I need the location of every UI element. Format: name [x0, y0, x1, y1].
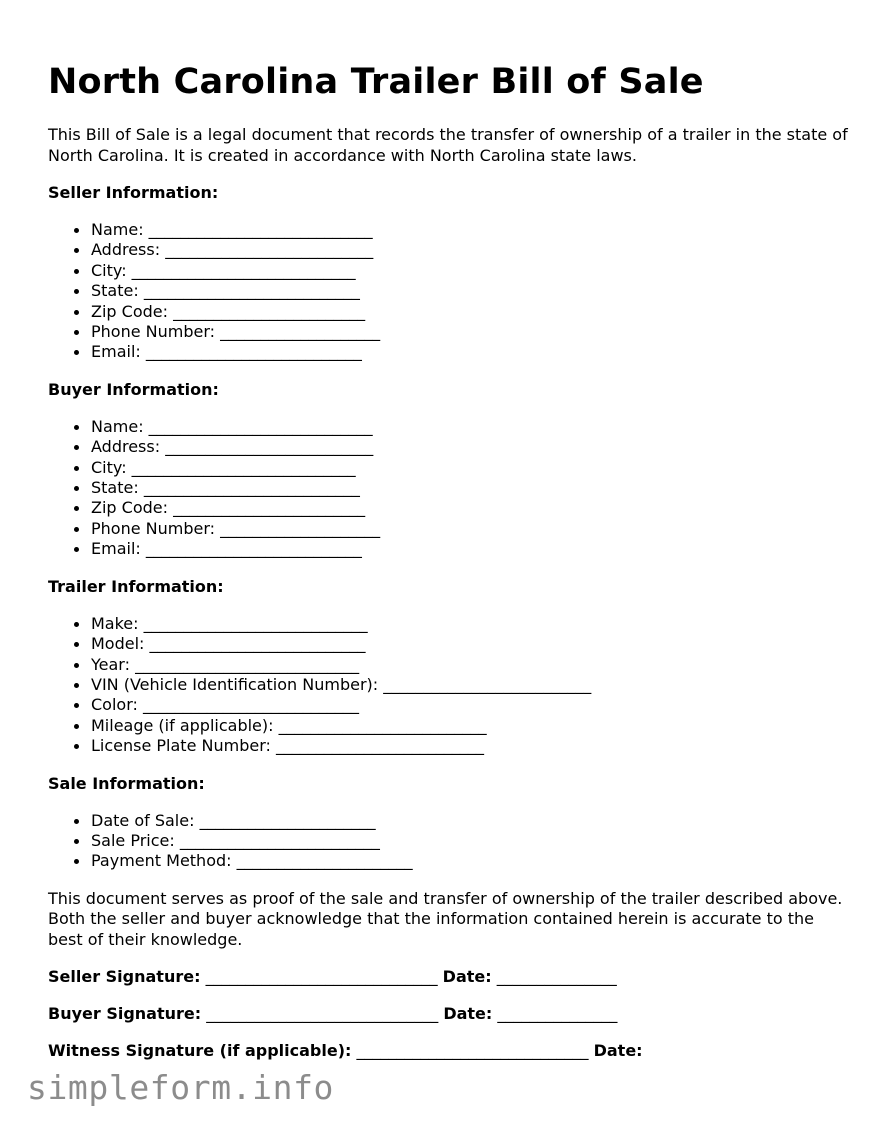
- buyer-state-field[interactable]: State: ___________________________: [91, 478, 848, 498]
- page-title: North Carolina Trailer Bill of Sale: [48, 62, 704, 102]
- seller-address-field[interactable]: Address: __________________________: [91, 240, 848, 260]
- sale-price-field[interactable]: Sale Price: _________________________: [91, 831, 848, 851]
- seller-state-field[interactable]: State: ___________________________: [91, 281, 848, 301]
- buyer-signature-label: Buyer Signature:: [48, 1004, 202, 1024]
- buyer-date-blank[interactable]: _______________: [492, 1004, 618, 1024]
- trailer-model-field[interactable]: Model: ___________________________: [91, 634, 848, 654]
- trailer-vin-field[interactable]: VIN (Vehicle Identification Number): __________________________: [91, 675, 848, 695]
- witness-signature-blank[interactable]: _____________________________: [351, 1041, 594, 1061]
- intro-paragraph: This Bill of Sale is a legal document that records the transfer of ownership of a trailer in the state of North Carolina. It is created in accordance with North Carolina state laws.: [48, 125, 848, 165]
- sale-payment-field[interactable]: Payment Method: ______________________: [91, 851, 848, 871]
- witness-signature-line: [48, 1041, 848, 1061]
- buyer-name-field[interactable]: Name: ____________________________: [91, 417, 848, 437]
- seller-signature-blank[interactable]: _____________________________: [200, 967, 443, 987]
- witness-date-label: Date:: [593, 1041, 643, 1061]
- witness-signature-label: Witness Signature (if applicable):: [48, 1041, 352, 1061]
- seller-signature-label: Seller Signature:: [48, 967, 201, 987]
- seller-date-blank[interactable]: _______________: [491, 967, 617, 987]
- seller-phone-field[interactable]: Phone Number: ____________________: [91, 322, 848, 342]
- trailer-mileage-field[interactable]: Mileage (if applicable): __________________________: [91, 716, 848, 736]
- seller-city-field[interactable]: City: ____________________________: [91, 261, 848, 281]
- seller-list: [48, 220, 848, 363]
- buyer-zip-field[interactable]: Zip Code: ________________________: [91, 498, 848, 518]
- sale-list: [48, 811, 848, 872]
- seller-zip-field[interactable]: Zip Code: ________________________: [91, 302, 848, 322]
- buyer-phone-field[interactable]: Phone Number: ____________________: [91, 519, 848, 539]
- closing-paragraph: This document serves as proof of the sale and transfer of ownership of the trailer described above. Both the seller and buyer acknowledge that the information contained herein is accurate to the best of their knowledge.: [48, 888, 843, 949]
- buyer-heading: Buyer Information:: [48, 379, 219, 399]
- sale-heading: Sale Information:: [48, 773, 205, 793]
- buyer-signature-blank[interactable]: _____________________________: [201, 1004, 444, 1024]
- trailer-year-field[interactable]: Year: ____________________________: [91, 655, 848, 675]
- document-page: [48, 0, 848, 1061]
- buyer-list: [48, 417, 848, 560]
- trailer-color-field[interactable]: Color: ___________________________: [91, 695, 848, 715]
- buyer-email-field[interactable]: Email: ___________________________: [91, 539, 848, 559]
- buyer-address-field[interactable]: Address: __________________________: [91, 437, 848, 457]
- trailer-plate-field[interactable]: License Plate Number: __________________________: [91, 736, 848, 756]
- trailer-heading: Trailer Information:: [48, 576, 224, 596]
- sale-date-field[interactable]: Date of Sale: ______________________: [91, 811, 848, 831]
- seller-email-field[interactable]: Email: ___________________________: [91, 342, 848, 362]
- buyer-date-label: Date:: [443, 1004, 493, 1024]
- seller-signature-line: [48, 967, 848, 987]
- trailer-make-field[interactable]: Make: ____________________________: [91, 614, 848, 634]
- seller-date-label: Date:: [442, 967, 492, 987]
- trailer-list: [48, 614, 848, 757]
- watermark: simpleform.info: [27, 1068, 335, 1107]
- buyer-city-field[interactable]: City: ____________________________: [91, 458, 848, 478]
- seller-heading: Seller Information:: [48, 183, 219, 202]
- buyer-signature-line: [48, 1004, 848, 1024]
- seller-name-field[interactable]: Name: ____________________________: [91, 220, 848, 240]
